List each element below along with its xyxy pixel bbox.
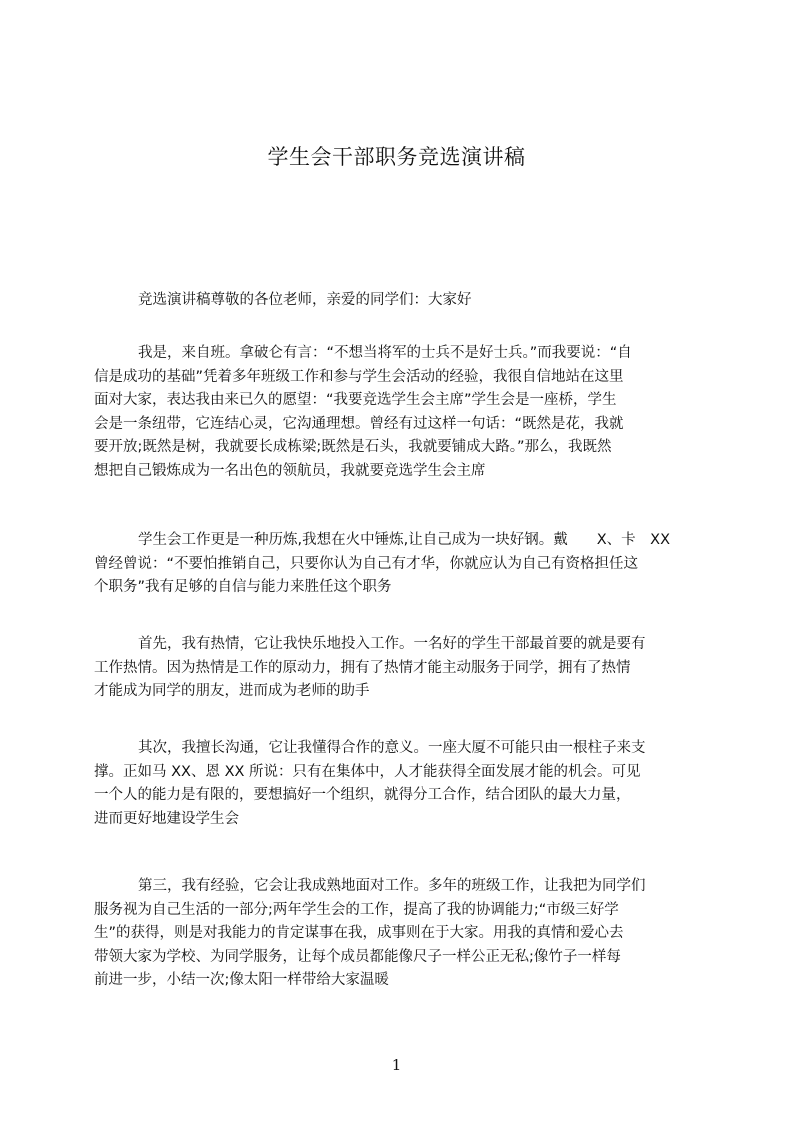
paragraph-line: 首先，我有热情，它让我快乐地投入工作。一名好的学生干部最首要的就是要有 — [138, 636, 646, 652]
paragraph-line: 曾经曾说：“不要怕推销自己，只要你认为自己有才华，你就应认为自己有资格担任这 — [94, 555, 639, 572]
paragraph-line: 前进一步，小结一次;像太阳一样带给大家温暖 — [94, 972, 389, 988]
paragraph-line: 我是，来自班。拿破仑有言：“不想当将军的士兵不是好士兵。”而我要说：“自 — [138, 345, 632, 361]
paragraph-line: 学生会工作更是一种历炼,我想在火中锤炼,让自己成为一块好钢。戴 X、卡 XX — [138, 532, 671, 548]
paragraph-enthusiasm — [94, 633, 700, 704]
paragraph-student-union-work — [94, 529, 700, 600]
paragraph-line: 生”的获得，则是对我能力的肯定谋事在我，成事则在于大家。用我的真情和爱心去 — [94, 925, 624, 941]
paragraph-line: 想把自己锻炼成为一名出色的领航员，我就要竞选学生会主席 — [94, 462, 486, 479]
paragraph-line: 会是一条纽带，它连结心灵，它沟通理想。曾经有过这样一句话：“既然是花，我就 — [94, 415, 624, 432]
paragraph-line: 才能成为同学的朋友，进而成为老师的助手 — [94, 683, 370, 699]
paragraph-line: 撑。正如马 XX、恩 XX 所说：只有在集体中，人才能获得全面发展才能的机会。可见 — [94, 763, 641, 780]
paragraph-line: 带领大家为学校、为同学服务，让每个成员都能像尺子一样公正无私;像竹子一样每 — [94, 948, 621, 965]
paragraph-line: 要开放;既然是树，我就要长成栋梁;既然是石头，我就要铺成大路。”那么，我既然 — [94, 439, 612, 455]
paragraph-line: 面对大家，表达我由来已久的愿望：“我要竞选学生会主席”学生会是一座桥，学生 — [94, 392, 617, 408]
document-title: 学生会干部职务竞选演讲稿 — [267, 145, 526, 169]
page-number: 1 — [391, 1056, 402, 1074]
paragraph-line: 信是成功的基础”凭着多年班级工作和参与学生会活动的经验，我很自信地站在这里 — [94, 368, 624, 385]
paragraph-line: 其次，我擅长沟通，它让我懂得合作的意义。一座大厦不可能只由一根柱子来支 — [138, 740, 646, 756]
paragraph-line: 第三，我有经验，它会让我成熟地面对工作。多年的班级工作，让我把为同学们 — [138, 878, 646, 894]
paragraph-line: 一个人的能力是有限的，要想搞好一个组织，就得分工合作，结合团队的最大力量， — [94, 787, 631, 803]
paragraph-communication — [94, 737, 700, 831]
paragraph-line: 工作热情。因为热情是工作的原动力，拥有了热情才能主动服务于同学，拥有了热情 — [94, 659, 631, 676]
paragraph-line: 进而更好地建设学生会 — [94, 810, 239, 827]
paragraph-line: 个职务”我有足够的自信与能力来胜任这个职务 — [94, 579, 392, 595]
greeting-line: 竞选演讲稿尊敬的各位老师，亲爱的同学们：大家好 — [138, 292, 472, 308]
paragraph-introduction — [94, 342, 700, 483]
paragraph-line: 服务视为自己生活的一部分;两年学生会的工作，提高了我的协调能力;“市级三好学 — [94, 901, 619, 918]
paragraph-experience — [94, 875, 700, 993]
